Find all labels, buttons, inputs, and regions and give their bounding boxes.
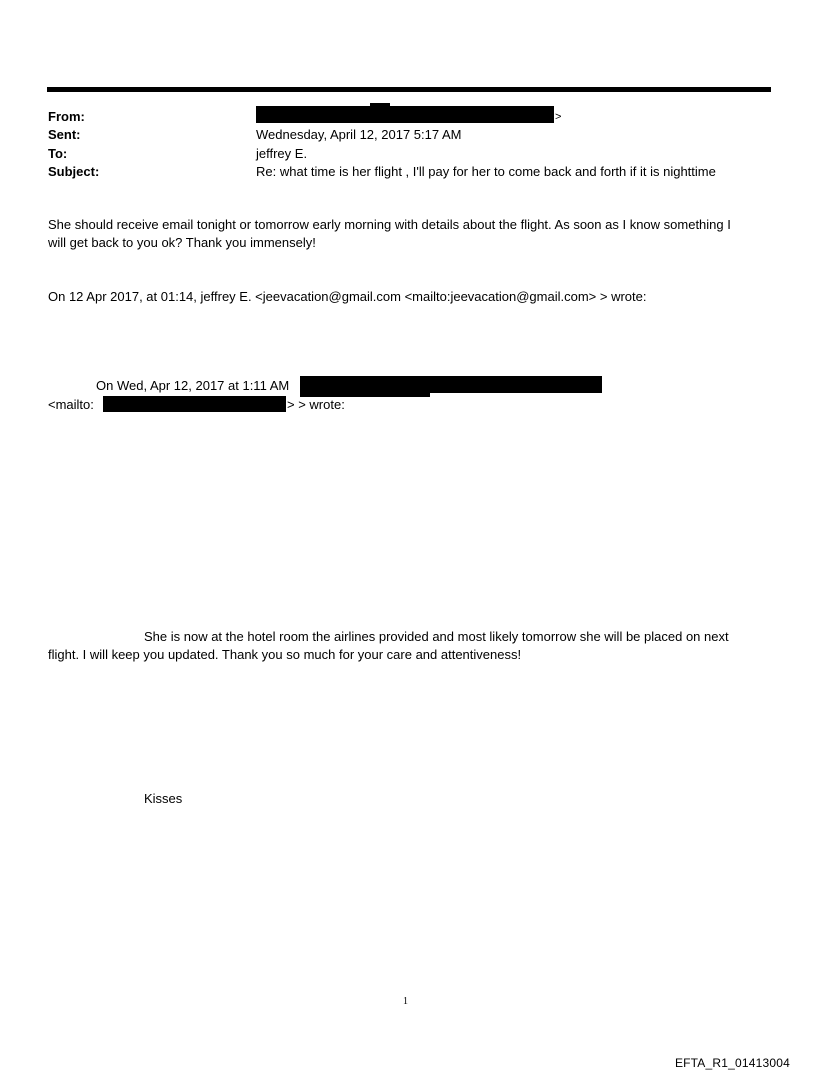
page-number: 1 [403,996,408,1007]
signoff: Kisses [144,791,183,806]
header-divider-rule [47,87,771,92]
to-value: jeffrey E. [256,146,308,161]
subject-value: Re: what time is her flight , I'll pay for her to come back and forth if it is nighttime [256,164,716,179]
from-label: From: [48,109,85,124]
mailto-redaction [103,396,286,412]
subject-label: Subject: [48,164,100,179]
to-label: To: [48,146,68,161]
quoted-line-1: She is now at the hotel room the airlines provided and most likely tomorrow she will be placed on next [144,629,729,644]
reply-line-2: will get back to you ok? Thank you immensely! [48,235,316,250]
from-value-suffix: > [555,111,562,123]
mailto-prefix: <mailto: [48,397,94,412]
quote-attribution-2: On Wed, Apr 12, 2017 at 1:11 AM [96,378,290,393]
quoted-line-2: flight. I will keep you updated. Thank you so much for your care and attentiveness! [48,647,522,662]
from-redaction [256,106,554,123]
from-redaction-tab [370,103,390,108]
bates-number: EFTA_R1_01413004 [674,1056,790,1070]
sent-label: Sent: [48,127,81,142]
reply-line-1: She should receive email tonight or tomorrow early morning with details about the flight. As soon as I know something I [48,217,731,232]
quote-attribution-1: On 12 Apr 2017, at 01:14, jeffrey E. <jeevacation@gmail.com <mailto:jeevacation@gmail.com> > wrote: [48,289,647,304]
quote-wrote: > > wrote: [287,397,345,412]
sent-value: Wednesday, April 12, 2017 5:17 AM [256,127,462,142]
